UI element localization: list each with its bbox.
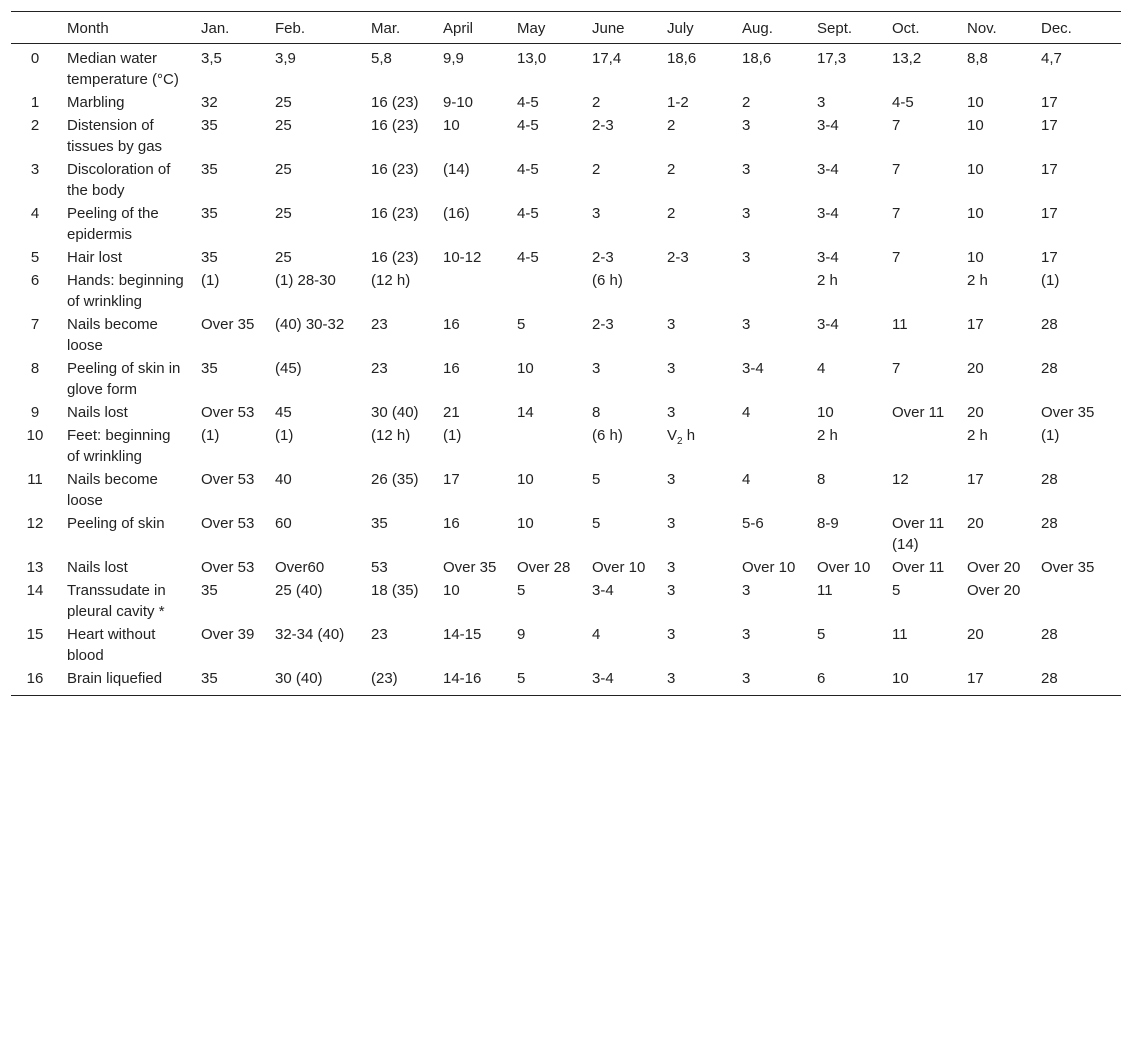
table-cell: 35 — [201, 249, 218, 266]
table-cell: (23) — [371, 670, 398, 687]
table-cell: 10 — [967, 161, 984, 178]
table-cell: 3,5 — [201, 50, 222, 67]
row-index: 6 — [30, 272, 40, 289]
table-cell: (1) — [201, 272, 220, 289]
table-cell: 3-4 — [817, 316, 839, 333]
table-cell — [884, 270, 959, 314]
table-cell: (1) — [1041, 427, 1060, 444]
table-cell: 3 — [667, 404, 676, 421]
table-cell: 2 h — [817, 427, 838, 444]
table-cell: 28 — [1041, 316, 1058, 333]
table-cell: 10 — [443, 582, 460, 599]
table-cell: Over 35 — [201, 316, 255, 333]
table-cell: 3 — [667, 670, 676, 687]
table-cell: 10 — [517, 360, 534, 377]
table-cell: 8,8 — [967, 50, 988, 67]
row-label: Feet: beginning of wrinkling — [67, 427, 171, 465]
table-row — [11, 668, 1121, 696]
table-cell: Over 10 — [742, 559, 796, 576]
table-cell: Over 35 — [443, 559, 497, 576]
table-cell: 4 — [742, 404, 751, 421]
row-index: 2 — [30, 117, 40, 134]
table-cell: 4-5 — [517, 249, 539, 266]
table-cell: Over 53 — [201, 515, 255, 532]
table-row — [11, 557, 1121, 580]
table-cell: Over 11 — [892, 404, 945, 421]
table-row — [11, 270, 1121, 314]
table-cell: 10 — [967, 94, 984, 111]
table-cell: 10 — [517, 471, 534, 488]
table-row — [11, 402, 1121, 425]
table-cell: $V_2$ h — [667, 427, 696, 447]
table-cell: Over 11 (14) — [892, 515, 945, 553]
table-cell: 10 — [967, 205, 984, 222]
table-cell: 26 (35) — [371, 471, 419, 488]
row-label: Peeling of the epidermis — [67, 205, 159, 243]
table-cell: 25 — [275, 161, 292, 178]
table-cell: 3 — [667, 360, 676, 377]
table-cell: Over 11 — [892, 559, 945, 576]
table-cell: Over 53 — [201, 559, 255, 576]
table-cell: 2 — [667, 117, 676, 134]
table-cell: 3 — [742, 670, 751, 687]
table-cell: 17 — [1041, 161, 1058, 178]
table-cell: 3 — [667, 626, 676, 643]
table-cell: 28 — [1041, 360, 1058, 377]
table-cell: 7 — [892, 205, 901, 222]
table-cell: 35 — [201, 582, 218, 599]
table-cell: Over60 — [275, 559, 325, 576]
table-cell: Over 20 — [967, 582, 1021, 599]
table-cell: 2 — [592, 161, 601, 178]
table-cell: 20 — [967, 404, 984, 421]
table-cell: 7 — [892, 117, 901, 134]
table-cell: 25 — [275, 94, 292, 111]
table-row — [11, 115, 1121, 159]
table-cell: 2 h — [817, 272, 838, 289]
table-cell: 8 — [817, 471, 826, 488]
table-cell: 17 — [1041, 249, 1058, 266]
table-cell: 20 — [967, 360, 984, 377]
table-cell: Over 10 — [592, 559, 646, 576]
table-cell: 3-4 — [817, 117, 839, 134]
table-cell: 30 (40) — [275, 670, 323, 687]
table-cell: (12 h) — [371, 272, 411, 289]
row-index: 4 — [30, 205, 40, 222]
table-cell: 6 — [817, 670, 826, 687]
table-cell: 40 — [275, 471, 292, 488]
table-body — [11, 44, 1121, 696]
table-row — [11, 44, 1121, 93]
table-cell: 3 — [592, 360, 601, 377]
table-cell: 3 — [742, 205, 751, 222]
table-cell: 3 — [667, 559, 676, 576]
table-cell: (14) — [443, 161, 470, 178]
table-cell: 35 — [201, 205, 218, 222]
table-cell: 14-15 — [443, 626, 482, 643]
row-label: Marbling — [67, 94, 125, 111]
table-cell: 3 — [742, 249, 751, 266]
table-cell: Over 10 — [817, 559, 871, 576]
table-cell: 4-5 — [517, 205, 539, 222]
table-row — [11, 624, 1121, 668]
row-index: 11 — [27, 471, 43, 488]
table-cell: 2 — [592, 94, 601, 111]
table-cell: 2-3 — [667, 249, 689, 266]
row-label: Nails become loose — [67, 471, 158, 509]
row-label: Nails become loose — [67, 316, 158, 354]
table-cell: 35 — [201, 117, 218, 134]
table-cell — [734, 270, 809, 314]
table-cell: 3 — [742, 582, 751, 599]
table-cell: 1-2 — [667, 94, 689, 111]
row-index: 5 — [30, 249, 40, 266]
column-header: Aug. — [734, 12, 809, 44]
table-cell: 4 — [742, 471, 751, 488]
table-cell: 32 — [201, 94, 218, 111]
table-cell: 3-4 — [592, 670, 614, 687]
table-cell: 5 — [517, 582, 526, 599]
table-cell: 3-4 — [742, 360, 764, 377]
table-cell: 10-12 — [443, 249, 482, 266]
table-cell: 3 — [742, 626, 751, 643]
table-cell: 35 — [201, 360, 218, 377]
column-header: Feb. — [267, 12, 363, 44]
table-cell: 32-34 (40) — [275, 626, 345, 643]
row-index: 1 — [30, 94, 40, 111]
table-cell: (6 h) — [592, 427, 623, 444]
table-cell: 35 — [201, 161, 218, 178]
row-index: 3 — [30, 161, 40, 178]
table-cell: 17 — [1041, 205, 1058, 222]
table-cell: 7 — [892, 249, 901, 266]
table-cell: 3 — [742, 161, 751, 178]
table-cell: 16 (23) — [371, 161, 419, 178]
table-cell: 8 — [592, 404, 601, 421]
row-label: Peeling of skin in glove form — [67, 360, 181, 398]
table-cell: 16 (23) — [371, 249, 419, 266]
table-cell: (1) — [1041, 272, 1060, 289]
table-cell: 3 — [667, 471, 676, 488]
table-cell: 23 — [371, 626, 388, 643]
table-cell: Over 35 — [1041, 404, 1095, 421]
table-cell: 17 — [967, 471, 984, 488]
table-cell: 2-3 — [592, 316, 614, 333]
table-cell: 10 — [443, 117, 460, 134]
table-cell: 17,4 — [592, 50, 622, 67]
table-cell: 28 — [1041, 626, 1058, 643]
table-cell: 3 — [667, 582, 676, 599]
table-row — [11, 580, 1121, 624]
table-cell: 10 — [892, 670, 909, 687]
table-cell: 17 — [967, 316, 984, 333]
table-cell: 5 — [517, 316, 526, 333]
table-cell: 5 — [517, 670, 526, 687]
table-cell: 14-16 — [443, 670, 482, 687]
table-cell: 4-5 — [517, 117, 539, 134]
table-cell — [884, 425, 959, 469]
table-cell: (1) — [201, 427, 220, 444]
table-cell: 5 — [817, 626, 826, 643]
table-cell: (1) — [275, 427, 294, 444]
table-cell: 16 — [443, 316, 460, 333]
column-header-index — [11, 12, 59, 44]
table-cell — [659, 270, 734, 314]
table-cell: 35 — [201, 670, 218, 687]
column-header: Sept. — [809, 12, 884, 44]
table-cell: Over 20 — [967, 559, 1021, 576]
table-cell: 18,6 — [667, 50, 697, 67]
table-cell: 7 — [892, 360, 901, 377]
table-cell: 2 — [667, 161, 676, 178]
table-cell: 4,7 — [1041, 50, 1062, 67]
table-cell: 4-5 — [517, 94, 539, 111]
row-label: Transsudate in pleural cavity * — [67, 582, 166, 620]
row-index: 12 — [26, 515, 44, 532]
table-cell: 16 — [443, 360, 460, 377]
table-cell: 53 — [371, 559, 388, 576]
row-label: Heart without blood — [67, 626, 156, 664]
table-header-row — [11, 12, 1121, 44]
table-cell: 4 — [817, 360, 826, 377]
table-cell: 35 — [371, 515, 388, 532]
column-header: Month — [59, 12, 193, 44]
table-cell: 23 — [371, 316, 388, 333]
table-cell: 3,9 — [275, 50, 296, 67]
table-cell: 3 — [817, 94, 826, 111]
column-header: April — [435, 12, 509, 44]
table-cell: 60 — [275, 515, 292, 532]
column-header: July — [659, 12, 734, 44]
row-label: Hands: beginning of wrinkling — [67, 272, 184, 310]
table-cell: (1) — [443, 427, 462, 444]
row-index: 13 — [26, 559, 44, 576]
table-cell: 25 — [275, 249, 292, 266]
table-cell — [509, 270, 584, 314]
table-row — [11, 358, 1121, 402]
table-cell: 14 — [517, 404, 534, 421]
table-cell: (6 h) — [592, 272, 623, 289]
table-cell: 10 — [517, 515, 534, 532]
table-cell: 11 — [817, 582, 833, 599]
decomposition-table — [11, 11, 1121, 696]
row-index: 15 — [26, 626, 44, 643]
table-cell: 18 (35) — [371, 582, 419, 599]
table-cell: 16 (23) — [371, 94, 419, 111]
table-cell: 25 (40) — [275, 582, 323, 599]
table-cell: 5 — [592, 515, 601, 532]
table-cell: (45) — [275, 360, 302, 377]
table-cell: 28 — [1041, 515, 1058, 532]
table-cell: 17 — [1041, 117, 1058, 134]
table-row — [11, 92, 1121, 115]
column-header: June — [584, 12, 659, 44]
table-cell: 16 (23) — [371, 117, 419, 134]
table-cell: (16) — [443, 205, 470, 222]
table-cell: 3-4 — [817, 249, 839, 266]
data-table-container — [11, 11, 1121, 696]
table-cell: (40) 30-32 — [275, 316, 345, 333]
table-cell: 3 — [742, 117, 751, 134]
table-cell: 17 — [967, 670, 984, 687]
table-cell: 9 — [517, 626, 526, 643]
table-cell: 45 — [275, 404, 292, 421]
table-cell: 20 — [967, 626, 984, 643]
column-header: Jan. — [193, 12, 267, 44]
row-label: Discoloration of the body — [67, 161, 171, 199]
table-cell — [1033, 580, 1121, 624]
table-cell: 3-4 — [592, 582, 614, 599]
table-cell — [435, 270, 509, 314]
row-label: Hair lost — [67, 249, 123, 266]
row-label: Distension of tissues by gas — [67, 117, 163, 155]
table-cell: 18,6 — [742, 50, 772, 67]
table-cell: 5,8 — [371, 50, 392, 67]
table-cell: 25 — [275, 117, 292, 134]
table-cell: 13,2 — [892, 50, 922, 67]
table-cell: Over 39 — [201, 626, 255, 643]
table-cell: 10 — [967, 249, 984, 266]
table-row — [11, 159, 1121, 203]
table-cell: 30 (40) — [371, 404, 419, 421]
table-cell: 8-9 — [817, 515, 839, 532]
table-cell: 28 — [1041, 670, 1058, 687]
row-label: Brain liquefied — [67, 670, 163, 687]
table-cell: 3-4 — [817, 205, 839, 222]
row-label: Nails lost — [67, 559, 128, 576]
table-cell: 2 h — [967, 427, 988, 444]
column-header: Mar. — [363, 12, 435, 44]
table-cell: 16 — [443, 515, 460, 532]
row-label: Nails lost — [67, 404, 128, 421]
table-row — [11, 469, 1121, 513]
table-cell: 4-5 — [892, 94, 914, 111]
table-cell: 10 — [817, 404, 834, 421]
table-cell: 2 — [742, 94, 751, 111]
table-cell: 23 — [371, 360, 388, 377]
row-index: 14 — [26, 582, 44, 599]
table-cell: (1) 28-30 — [275, 272, 336, 289]
table-cell: 21 — [443, 404, 460, 421]
table-cell: Over 28 — [517, 559, 571, 576]
table-row — [11, 425, 1121, 469]
table-cell: 2 h — [967, 272, 988, 289]
table-cell: 11 — [892, 626, 908, 643]
table-cell: 17 — [443, 471, 460, 488]
row-index: 8 — [30, 360, 40, 377]
row-index: 7 — [30, 316, 40, 333]
table-row — [11, 513, 1121, 557]
table-cell: 5-6 — [742, 515, 764, 532]
table-cell: Over 35 — [1041, 559, 1095, 576]
table-cell: 11 — [892, 316, 908, 333]
column-header: Oct. — [884, 12, 959, 44]
table-cell: 9,9 — [443, 50, 464, 67]
column-header: May — [509, 12, 584, 44]
table-cell: Over 53 — [201, 471, 255, 488]
table-cell: 17 — [1041, 94, 1058, 111]
table-cell: 3-4 — [817, 161, 839, 178]
table-row — [11, 314, 1121, 358]
table-cell: 4 — [592, 626, 601, 643]
table-cell: 3 — [742, 316, 751, 333]
column-header: Dec. — [1033, 12, 1121, 44]
column-header: Nov. — [959, 12, 1033, 44]
table-cell: 3 — [592, 205, 601, 222]
table-cell: 12 — [892, 471, 909, 488]
row-index: 10 — [26, 427, 44, 444]
table-cell: 7 — [892, 161, 901, 178]
table-cell: 9-10 — [443, 94, 474, 111]
table-cell: 25 — [275, 205, 292, 222]
table-cell: 2 — [667, 205, 676, 222]
table-cell: 28 — [1041, 471, 1058, 488]
table-cell: 3 — [667, 316, 676, 333]
row-index: 0 — [30, 50, 40, 67]
table-cell: 17,3 — [817, 50, 847, 67]
table-cell: 4-5 — [517, 161, 539, 178]
table-cell: 10 — [967, 117, 984, 134]
table-cell: 5 — [892, 582, 901, 599]
table-row — [11, 203, 1121, 247]
row-index: 16 — [26, 670, 44, 687]
row-label: Median water temperature (°C) — [67, 50, 179, 88]
table-cell: (12 h) — [371, 427, 411, 444]
table-cell: 16 (23) — [371, 205, 419, 222]
table-row — [11, 247, 1121, 270]
table-cell: 5 — [592, 471, 601, 488]
table-cell — [734, 425, 809, 469]
row-label: Peeling of skin — [67, 515, 165, 532]
table-cell: 13,0 — [517, 50, 547, 67]
table-cell: 3 — [667, 515, 676, 532]
table-cell: 2-3 — [592, 249, 614, 266]
table-cell: Over 53 — [201, 404, 255, 421]
table-cell: 2-3 — [592, 117, 614, 134]
row-index: 9 — [30, 404, 40, 421]
table-cell: 20 — [967, 515, 984, 532]
table-cell — [509, 425, 584, 469]
